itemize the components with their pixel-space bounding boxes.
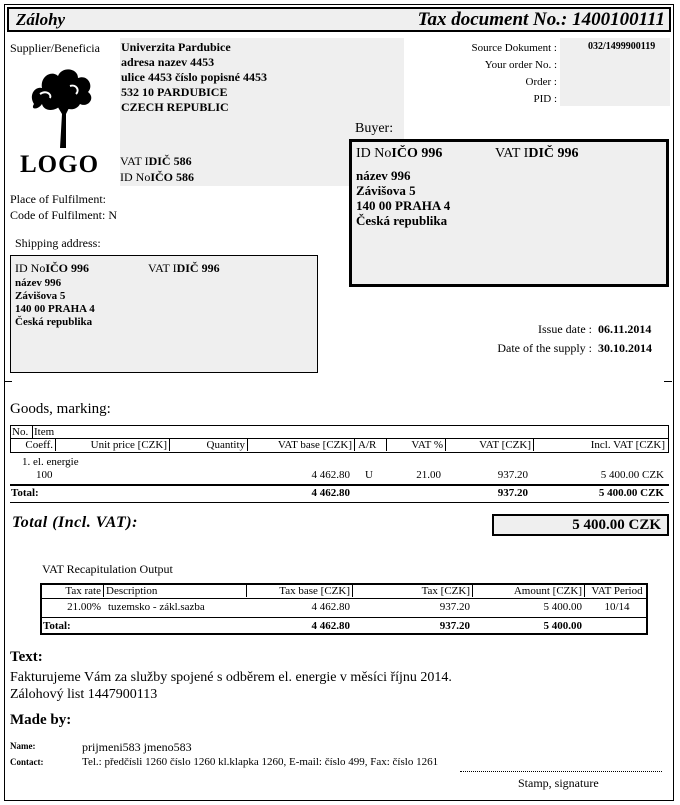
supplier-vat-label: VAT I <box>120 154 149 168</box>
goods-head-vat-base: VAT base [CZK] <box>248 439 355 451</box>
goods-head-no: No. <box>12 426 29 438</box>
buyer-vat-label: VAT I <box>495 146 529 161</box>
goods-head-unit-price: Unit price [CZK] <box>55 439 170 451</box>
shipping-id <box>15 261 89 276</box>
shipping-vat-label: VAT I <box>148 261 177 275</box>
shipping-address <box>15 277 95 329</box>
goods-row-incl: 5 400.00 CZK <box>600 469 664 481</box>
issue-date-value: 06.11.2014 <box>598 322 652 336</box>
recap-row-amount: 5 400.00 <box>543 601 582 613</box>
tax-document-number: Tax document No.: 1400100111 <box>417 9 665 30</box>
recap-total-tax: 937.20 <box>439 620 470 632</box>
shipping-line: Česká republika <box>15 316 93 328</box>
shipping-vat-value: DIČ 996 <box>176 261 220 275</box>
contact-value: Tel.: předčísli 1260 číslo 1260 kl.klapka 1260, E-mail: číslo 499, Fax: číslo 1261 <box>82 756 439 768</box>
supplier-line: ulice 4453 číslo popisné 4453 <box>121 70 268 84</box>
recap-total-tax-base: 4 462.80 <box>311 620 350 632</box>
title-bar <box>7 7 671 32</box>
buyer-line: Česká republika <box>356 213 448 228</box>
shipping-line: 140 00 PRAHA 4 <box>15 303 95 315</box>
buyer-address <box>356 168 450 228</box>
recap-total-label: Total: <box>43 620 71 632</box>
recap-head-description: Description <box>106 585 247 597</box>
code-of-fulfilment-label: Code of Fulfilment: <box>10 208 106 222</box>
stamp-signature-label: Stamp, signature <box>518 776 599 790</box>
buyer-vat-value: DIČ 996 <box>528 146 579 161</box>
goods-row-vat: 937.20 <box>497 469 528 481</box>
issue-date-label: Issue date : <box>538 322 592 336</box>
goods-head-quantity: Quantity <box>170 439 248 451</box>
supplier-id-value: IČO 586 <box>150 170 194 184</box>
supply-date-value: 30.10.2014 <box>598 341 652 355</box>
document-type-title: Zálohy <box>16 10 66 29</box>
vat-recap-header-line <box>40 598 648 599</box>
buyer-id-label: ID No <box>356 146 392 161</box>
recap-total-amount: 5 400.00 <box>543 620 582 632</box>
recap-row-tax-rate: 21.00% <box>67 601 101 613</box>
doc-info-labels <box>420 40 557 108</box>
fold-mark <box>4 381 12 382</box>
name-label: Name: <box>10 741 36 751</box>
signature-line <box>460 771 662 772</box>
vat-recap-total-line <box>40 617 648 618</box>
code-of-fulfilment <box>10 208 117 223</box>
buyer-line: Závišova 5 <box>356 183 416 198</box>
supply-date-label: Date of the supply : <box>497 341 592 355</box>
supplier-vat-value: DIČ 586 <box>148 154 192 168</box>
source-document-value: 032/1499900119 <box>588 41 656 52</box>
made-by-label: Made by: <box>10 712 72 728</box>
buyer-line: název 996 <box>356 168 411 183</box>
goods-row-vat-pct: 21.00 <box>416 469 441 481</box>
supplier-line: CZECH REPUBLIC <box>121 100 229 114</box>
shipping-box <box>10 255 318 373</box>
buyer-id-value: IČO 996 <box>391 146 443 161</box>
supplier-label: Supplier/Beneficia <box>10 41 100 55</box>
logo-text: LOGO <box>20 151 100 178</box>
shipping-id-label: ID No <box>15 261 46 275</box>
goods-total-vat-base: 4 462.80 <box>311 487 350 499</box>
order-label: Order : <box>525 76 557 88</box>
place-of-fulfilment-label: Place of Fulfilment: <box>10 192 106 206</box>
shipping-id-value: IČO 996 <box>45 261 89 275</box>
name-value: prijmeni583 jmeno583 <box>82 740 192 754</box>
recap-head-amount: Amount [CZK] <box>474 585 585 597</box>
supplier-line: adresa nazev 4453 <box>121 55 215 69</box>
buyer-label: Buyer: <box>355 121 394 136</box>
goods-col-divider <box>32 426 33 438</box>
goods-total-label: Total: <box>11 487 39 499</box>
supplier-line: 532 10 PARDUBICE <box>121 85 228 99</box>
recap-head-tax-rate: Tax rate <box>42 585 104 597</box>
source-document-label: Source Dokument : <box>471 42 557 54</box>
grand-total-label: Total (Incl. VAT): <box>12 514 138 531</box>
shipping-vat <box>148 261 220 276</box>
grand-total-box <box>492 514 669 536</box>
code-of-fulfilment-value: N <box>108 208 117 222</box>
recap-row-vat-period: 10/14 <box>604 601 630 613</box>
recap-head-tax: Tax [CZK] <box>354 585 473 597</box>
goods-total-incl: 5 400.00 CZK <box>598 487 664 499</box>
goods-bottom-line <box>10 502 669 503</box>
goods-head-ar: A/R <box>356 439 387 451</box>
goods-row-vat-base: 4 462.80 <box>311 469 350 481</box>
goods-row-ar: U <box>365 469 373 481</box>
contact-label: Contact: <box>10 757 44 767</box>
supplier-address <box>121 40 267 115</box>
buyer-vat <box>495 146 579 162</box>
recap-head-vat-period: VAT Period <box>591 585 643 597</box>
text-section-label: Text: <box>10 649 43 665</box>
goods-row-label: 1. el. energie <box>22 456 79 468</box>
shipping-line: název 996 <box>15 277 62 289</box>
supplier-id <box>120 170 194 185</box>
recap-head-tax-base: Tax base [CZK] <box>248 585 353 597</box>
goods-head-vat-pct: VAT % <box>388 439 446 451</box>
recap-row-description: tuzemsko - zákl.sazba <box>108 601 205 613</box>
supplier-line: Univerzita Pardubice <box>121 40 231 54</box>
vat-recap-title: VAT Recapitulation Output <box>42 562 173 576</box>
pid-label: PID : <box>533 93 557 105</box>
goods-row-coeff: 100 <box>36 469 53 481</box>
grand-total-value: 5 400.00 CZK <box>572 517 661 533</box>
supplier-vat <box>120 154 192 169</box>
goods-head-item: Item <box>34 426 55 438</box>
recap-row-tax-base: 4 462.80 <box>311 601 350 613</box>
goods-title: Goods, marking: <box>10 401 111 417</box>
buyer-line: 140 00 PRAHA 4 <box>356 198 451 213</box>
tree-logo-icon <box>26 64 96 148</box>
buyer-box <box>349 139 669 287</box>
text-line-2: Zálohový list 1447900113 <box>10 687 158 702</box>
recap-row-tax: 937.20 <box>439 601 470 613</box>
goods-head-coeff: Coeff. <box>11 439 56 451</box>
goods-head-incl-vat: Incl. VAT [CZK] <box>590 439 665 451</box>
shipping-address-label: Shipping address: <box>15 236 101 250</box>
fold-mark <box>664 381 672 382</box>
supplier-id-label: ID No <box>120 170 151 184</box>
goods-head-vat: VAT [CZK] <box>446 439 534 451</box>
goods-total-vat: 937.20 <box>497 487 528 499</box>
text-line-1: Fakturujeme Vám za služby spojené s odběrem el. energie v měsíci říjnu 2014. <box>10 670 452 685</box>
goods-total-line <box>10 484 669 486</box>
your-order-no-label: Your order No. : <box>484 59 557 71</box>
buyer-id <box>356 146 442 162</box>
shipping-line: Závišova 5 <box>15 290 66 302</box>
